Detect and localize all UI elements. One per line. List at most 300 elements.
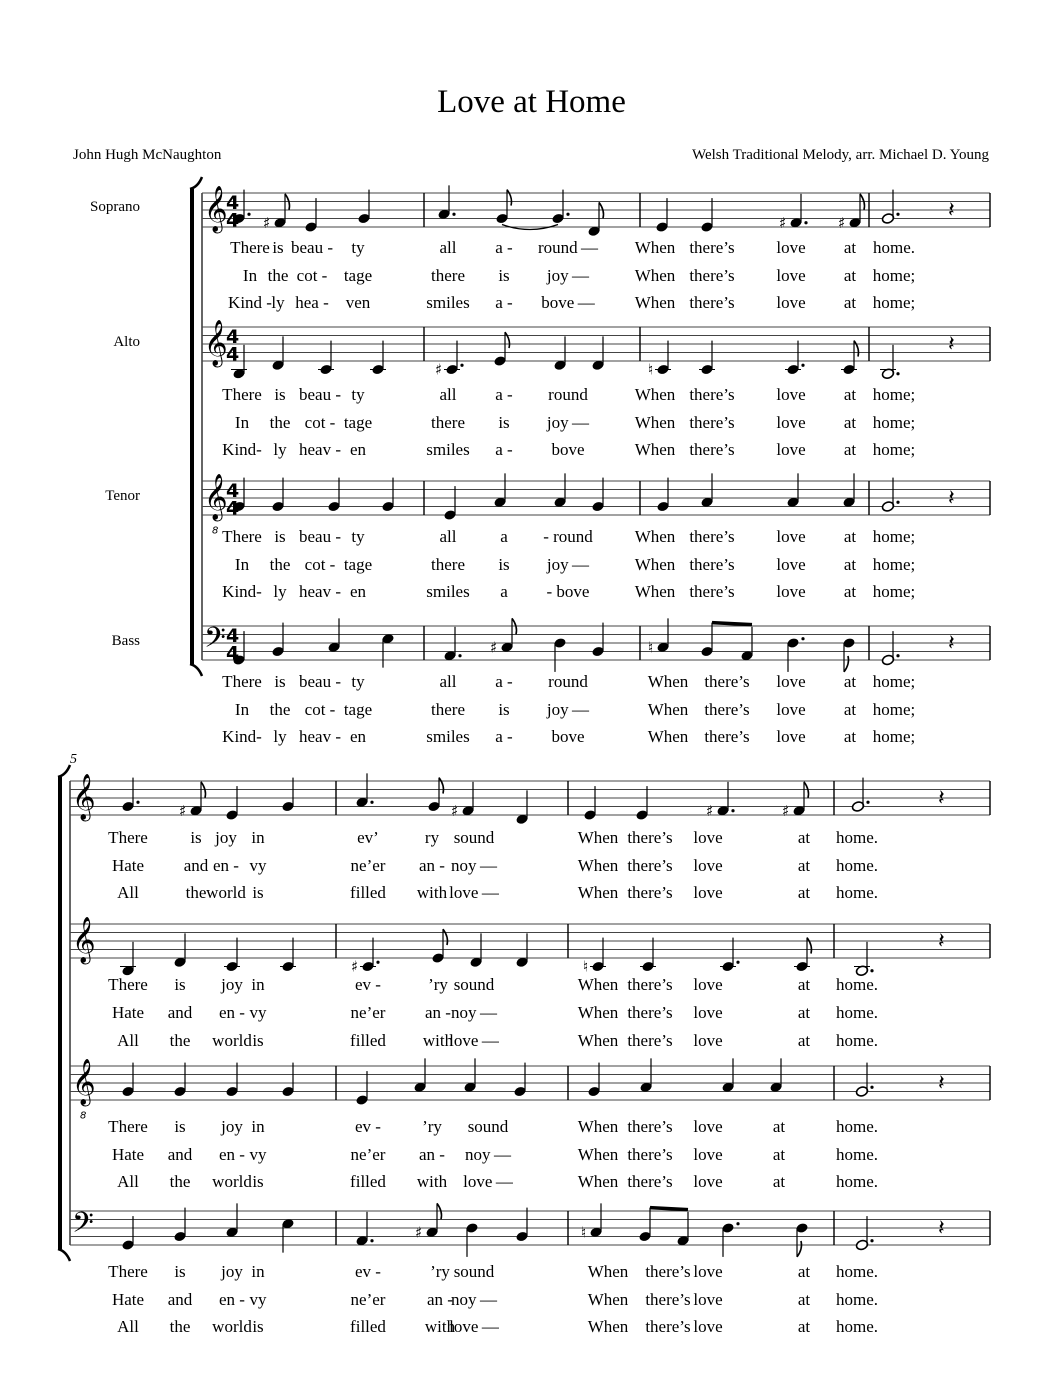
lyric-syllable: filled bbox=[350, 883, 386, 902]
part-label-bass: Bass bbox=[111, 633, 140, 649]
lyric-syllable: home; bbox=[872, 700, 916, 719]
lyric-syllable: the bbox=[169, 1172, 191, 1191]
lyric-syllable: there’s bbox=[627, 1117, 673, 1136]
lyric-syllable: noy — bbox=[451, 1290, 497, 1309]
lyric-syllable: there’s bbox=[627, 1172, 673, 1191]
note bbox=[656, 618, 669, 653]
lyric-syllable: When bbox=[577, 883, 619, 902]
lyric-syllable: In bbox=[242, 266, 258, 285]
lyric-syllable: When bbox=[634, 238, 676, 257]
lyric-syllable: ty bbox=[351, 238, 365, 257]
lyric-syllable: at bbox=[843, 582, 857, 601]
note bbox=[786, 473, 799, 508]
quarter-rest-icon: 𝄽 bbox=[948, 331, 955, 357]
lyric-syllable: ’ry bbox=[430, 1262, 450, 1281]
lyric-syllable: round bbox=[548, 385, 588, 404]
lyric-syllable: the bbox=[267, 266, 289, 285]
lyric-syllable: is bbox=[174, 1117, 186, 1136]
lyric-syllable: ne’er bbox=[350, 1003, 386, 1022]
lyric-syllable: There bbox=[108, 975, 148, 994]
lyric-syllable: love bbox=[693, 1172, 723, 1191]
note bbox=[281, 1063, 294, 1098]
lyric-syllable: love bbox=[776, 238, 806, 257]
quarter-rest-icon: 𝄽 bbox=[938, 928, 945, 954]
lyric-syllable: joy bbox=[221, 1117, 243, 1136]
lyric-syllable: love bbox=[776, 266, 806, 285]
lyric-syllable: love bbox=[693, 975, 723, 994]
note bbox=[700, 198, 713, 233]
note bbox=[515, 933, 528, 968]
lyric-syllable: cot - bbox=[304, 413, 336, 432]
lyric-syllable: beau - bbox=[298, 527, 342, 546]
lyric-syllable: is bbox=[498, 555, 510, 574]
lyric-syllable: at bbox=[797, 883, 811, 902]
lyric-syllable: home; bbox=[872, 385, 916, 404]
poet-credit: John Hugh McNaughton bbox=[73, 147, 222, 163]
lyric-syllable: joy bbox=[215, 828, 237, 847]
beam bbox=[650, 1208, 688, 1210]
lyric-syllable: ly bbox=[273, 582, 287, 601]
lyric-syllable: hea - bbox=[295, 293, 329, 312]
lyric-syllable: smiles bbox=[426, 727, 470, 746]
lyric-syllable: home. bbox=[835, 828, 879, 847]
lyric-syllable: home. bbox=[835, 1003, 879, 1022]
note bbox=[880, 345, 900, 380]
time-signature-numerator: 4 bbox=[226, 326, 240, 349]
lyric-syllable: ty bbox=[351, 527, 365, 546]
natural-icon: ♮ bbox=[648, 638, 654, 657]
note bbox=[493, 473, 506, 508]
lyric-syllable: there bbox=[431, 700, 465, 719]
lyric-syllable: all bbox=[439, 672, 457, 691]
note bbox=[515, 790, 528, 825]
lyric-syllable: vy bbox=[249, 1145, 267, 1164]
beam bbox=[712, 623, 752, 625]
lyric-syllable: love bbox=[693, 828, 723, 847]
note bbox=[500, 618, 516, 653]
lyric-syllable: love bbox=[693, 1003, 723, 1022]
lyric-syllable: ’ry bbox=[428, 975, 448, 994]
note bbox=[795, 1222, 808, 1257]
note bbox=[225, 1203, 238, 1238]
sharp-icon: ♯ bbox=[706, 801, 714, 820]
lyric-syllable: home. bbox=[872, 238, 916, 257]
note bbox=[699, 341, 715, 376]
lyric-syllable: at bbox=[843, 555, 857, 574]
note bbox=[327, 478, 340, 513]
lyric-syllable: All bbox=[117, 883, 139, 902]
note bbox=[469, 933, 482, 968]
lyric-syllable: smiles bbox=[426, 440, 470, 459]
lyric-syllable: When bbox=[634, 440, 676, 459]
lyric-syllable: joy — bbox=[546, 700, 590, 719]
lyric-syllable: home; bbox=[872, 440, 916, 459]
lyric-syllable: When bbox=[577, 828, 619, 847]
note bbox=[515, 1208, 528, 1243]
lyric-syllable: - round bbox=[543, 527, 593, 546]
lyric-syllable: at bbox=[797, 1003, 811, 1022]
lyric-syllable: heav - bbox=[298, 582, 342, 601]
lyric-syllable: tage bbox=[343, 555, 373, 574]
lyric-syllable: love bbox=[776, 385, 806, 404]
lyric-syllable: with bbox=[424, 1317, 456, 1336]
lyric-syllable: love — bbox=[449, 1317, 499, 1336]
lyric-syllable: love bbox=[693, 856, 723, 875]
note bbox=[381, 478, 394, 513]
note bbox=[465, 1222, 478, 1257]
sharp-icon: ♯ bbox=[351, 957, 359, 976]
lyric-syllable: the bbox=[269, 700, 291, 719]
lyric-syllable: there’s bbox=[627, 1145, 673, 1164]
note bbox=[370, 341, 386, 376]
lyric-syllable: When bbox=[634, 266, 676, 285]
note bbox=[355, 1212, 373, 1247]
lyric-syllable: is bbox=[252, 1172, 264, 1191]
lyric-syllable: home; bbox=[872, 672, 916, 691]
lyric-syllable: In bbox=[234, 413, 250, 432]
note bbox=[769, 1058, 782, 1093]
lyric-syllable: sound bbox=[453, 1262, 495, 1281]
note bbox=[638, 1208, 651, 1243]
lyric-syllable: at bbox=[797, 856, 811, 875]
lyric-syllable: there bbox=[431, 413, 465, 432]
lyric-syllable: ev - bbox=[355, 1117, 381, 1136]
note bbox=[587, 1063, 600, 1098]
time-signature-numerator: 4 bbox=[226, 625, 240, 648]
note bbox=[881, 478, 899, 513]
lyric-syllable: is bbox=[252, 1031, 264, 1050]
lyric-syllable: an - bbox=[425, 1003, 451, 1022]
lyric-syllable: When bbox=[647, 700, 689, 719]
lyric-syllable: at bbox=[772, 1117, 786, 1136]
staff-tenor bbox=[70, 1058, 990, 1106]
treble-clef-icon: 𝄞 bbox=[72, 1058, 96, 1105]
staff-tenor bbox=[202, 473, 990, 521]
sharp-icon: ♯ bbox=[179, 801, 187, 820]
lyric-syllable: at bbox=[843, 293, 857, 312]
bass-clef-icon: 𝄢 bbox=[204, 621, 226, 662]
note bbox=[881, 190, 899, 225]
lyric-syllable: world bbox=[212, 1172, 252, 1191]
time-signature-denominator: 4 bbox=[226, 209, 240, 232]
lyric-syllable: with bbox=[416, 1172, 448, 1191]
note bbox=[786, 637, 804, 672]
lyric-syllable: cot - bbox=[304, 700, 336, 719]
lyric-syllable: ty bbox=[351, 672, 365, 691]
lyric-syllable: beau - bbox=[298, 672, 342, 691]
note bbox=[224, 938, 240, 973]
treble-clef-icon: 𝄞 bbox=[204, 185, 228, 232]
lyric-syllable: sound bbox=[467, 1117, 509, 1136]
lyric-syllable: home; bbox=[872, 266, 916, 285]
note bbox=[640, 938, 656, 973]
lyric-syllable: When bbox=[577, 856, 619, 875]
lyric-syllable: there’s bbox=[704, 700, 750, 719]
note bbox=[189, 782, 205, 817]
lyric-syllable: When bbox=[577, 1117, 619, 1136]
lyric-syllable: with bbox=[422, 1031, 454, 1050]
lyric-syllable: a - bbox=[495, 727, 513, 746]
lyric-syllable: love — bbox=[463, 1172, 513, 1191]
lyric-syllable: at bbox=[797, 1031, 811, 1050]
lyric-syllable: There bbox=[222, 672, 262, 691]
note bbox=[700, 623, 713, 658]
sharp-icon: ♯ bbox=[838, 213, 846, 232]
lyric-syllable: and bbox=[167, 1003, 193, 1022]
system-bracket bbox=[58, 777, 62, 1249]
lyric-syllable: is bbox=[190, 828, 202, 847]
lyric-syllable: there’s bbox=[689, 293, 735, 312]
quarter-rest-icon: 𝄽 bbox=[948, 197, 955, 223]
lyric-syllable: in bbox=[251, 1262, 265, 1281]
note bbox=[355, 1071, 368, 1106]
lyric-syllable: there’s bbox=[704, 672, 750, 691]
lyric-syllable: love bbox=[776, 293, 806, 312]
note bbox=[280, 938, 296, 973]
sharp-icon: ♯ bbox=[782, 801, 790, 820]
lyric-syllable: ven bbox=[345, 293, 371, 312]
lyric-syllable: is bbox=[272, 238, 284, 257]
octave-mark-icon: 8 bbox=[80, 1110, 87, 1122]
lyric-syllable: sound bbox=[453, 975, 495, 994]
note bbox=[551, 190, 569, 225]
note bbox=[120, 942, 136, 977]
lyric-syllable: round — bbox=[537, 238, 599, 257]
lyric-syllable: is bbox=[252, 883, 264, 902]
note bbox=[173, 1063, 186, 1098]
lyric-syllable: ev - bbox=[355, 975, 381, 994]
lyric-syllable: a - bbox=[495, 672, 513, 691]
lyric-syllable: love bbox=[693, 1117, 723, 1136]
lyric-syllable: tage bbox=[343, 266, 373, 285]
lyric-syllable: When bbox=[634, 582, 676, 601]
octave-mark-icon: 8 bbox=[212, 525, 219, 537]
lyric-syllable: the bbox=[269, 413, 291, 432]
lyric-syllable: love bbox=[776, 555, 806, 574]
note bbox=[357, 190, 370, 225]
lyric-syllable: at bbox=[843, 266, 857, 285]
lyric-syllable: the bbox=[169, 1317, 191, 1336]
lyric-syllable: and bbox=[167, 1145, 193, 1164]
lyric-syllable: world bbox=[206, 883, 246, 902]
lyric-syllable: joy — bbox=[546, 266, 590, 285]
lyric-syllable: is bbox=[498, 700, 510, 719]
lyric-syllable: bove bbox=[551, 440, 585, 459]
note bbox=[655, 198, 668, 233]
lyric-syllable: noy — bbox=[451, 1003, 497, 1022]
lyric-syllable: there’s bbox=[704, 727, 750, 746]
lyric-syllable: en - bbox=[219, 1290, 245, 1309]
lyric-syllable: When bbox=[587, 1290, 629, 1309]
note bbox=[318, 341, 334, 376]
lyric-syllable: the bbox=[269, 555, 291, 574]
sharp-icon: ♯ bbox=[263, 213, 271, 232]
lyric-syllable: love bbox=[693, 1262, 723, 1281]
lyric-syllable: love bbox=[776, 582, 806, 601]
note bbox=[700, 473, 713, 508]
lyric-syllable: joy bbox=[221, 975, 243, 994]
lyric-syllable: love — bbox=[449, 1031, 499, 1050]
lyric-syllable: there’s bbox=[645, 1290, 691, 1309]
note bbox=[271, 336, 284, 371]
treble-clef-icon: 𝄞 bbox=[72, 916, 96, 963]
lyric-syllable: home. bbox=[835, 883, 879, 902]
note bbox=[794, 938, 812, 973]
lyric-syllable: there bbox=[431, 266, 465, 285]
note bbox=[304, 198, 317, 233]
lyric-syllable: is bbox=[274, 672, 286, 691]
note bbox=[721, 1222, 739, 1257]
lyric-syllable: there’s bbox=[689, 582, 735, 601]
lyric-syllable: en - bbox=[219, 1003, 245, 1022]
lyric-syllable: smiles bbox=[426, 293, 470, 312]
note bbox=[721, 1058, 734, 1093]
lyric-syllable: When bbox=[587, 1262, 629, 1281]
lyric-syllable: tage bbox=[343, 413, 373, 432]
note bbox=[635, 786, 648, 821]
lyric-syllable: heav - bbox=[298, 727, 342, 746]
note bbox=[225, 786, 238, 821]
lyric-syllable: is bbox=[498, 413, 510, 432]
time-signature-denominator: 4 bbox=[226, 343, 240, 366]
lyric-syllable: tage bbox=[343, 700, 373, 719]
lyric-syllable: home. bbox=[835, 1262, 879, 1281]
lyric-syllable: at bbox=[797, 1262, 811, 1281]
lyric-syllable: noy — bbox=[451, 856, 497, 875]
lyric-syllable: All bbox=[117, 1317, 139, 1336]
note bbox=[121, 1063, 134, 1098]
quarter-rest-icon: 𝄽 bbox=[938, 785, 945, 811]
lyric-syllable: there’s bbox=[689, 440, 735, 459]
lyric-syllable: at bbox=[772, 1145, 786, 1164]
note bbox=[121, 778, 139, 813]
lyric-syllable: ne’er bbox=[350, 1145, 386, 1164]
lyric-syllable: world bbox=[212, 1031, 252, 1050]
lyric-syllable: bove — bbox=[541, 293, 595, 312]
lyric-syllable: is bbox=[274, 385, 286, 404]
lyric-syllable: is bbox=[252, 1317, 264, 1336]
lyric-syllable: round bbox=[548, 672, 588, 691]
note bbox=[173, 1208, 186, 1243]
lyric-syllable: - bove bbox=[546, 582, 590, 601]
lyric-syllable: love bbox=[776, 440, 806, 459]
time-signature-denominator: 4 bbox=[226, 497, 240, 520]
lyric-syllable: home; bbox=[872, 413, 916, 432]
note bbox=[513, 1063, 526, 1098]
lyric-syllable: When bbox=[577, 1031, 619, 1050]
lyric-syllable: at bbox=[843, 672, 857, 691]
note bbox=[355, 773, 373, 808]
note bbox=[587, 202, 603, 237]
lyric-syllable: there’s bbox=[645, 1317, 691, 1336]
lyric-syllable: the bbox=[169, 1031, 191, 1050]
lyric-syllable: there’s bbox=[689, 266, 735, 285]
note bbox=[493, 332, 509, 367]
staff-bass bbox=[202, 618, 990, 672]
lyric-syllable: love bbox=[693, 1317, 723, 1336]
note bbox=[271, 623, 284, 658]
lyric-syllable: vy bbox=[249, 1003, 267, 1022]
note bbox=[848, 194, 864, 229]
lyric-syllable: filled bbox=[350, 1031, 386, 1050]
lyric-syllable: When bbox=[634, 385, 676, 404]
lyric-syllable: vy bbox=[249, 856, 267, 875]
note bbox=[842, 473, 855, 508]
lyric-syllable: smiles bbox=[426, 582, 470, 601]
lyric-syllable: In bbox=[234, 700, 250, 719]
lyric-syllable: ty bbox=[351, 385, 365, 404]
note bbox=[121, 1216, 134, 1251]
treble-clef-icon: 𝄞 bbox=[72, 773, 96, 820]
lyric-syllable: cot - bbox=[304, 555, 336, 574]
lyric-syllable: love bbox=[776, 727, 806, 746]
note bbox=[855, 1216, 873, 1251]
note bbox=[281, 778, 294, 813]
note bbox=[716, 782, 734, 817]
note bbox=[785, 341, 805, 376]
lyric-syllable: Kind- bbox=[222, 582, 262, 601]
lyric-syllable: love bbox=[776, 672, 806, 691]
lyric-syllable: home. bbox=[835, 1317, 879, 1336]
lyric-syllable: there’s bbox=[627, 1031, 673, 1050]
lyric-syllable: In bbox=[234, 555, 250, 574]
staff-bass bbox=[70, 1203, 990, 1257]
staff-soprano bbox=[202, 185, 990, 237]
note bbox=[273, 194, 289, 229]
sharp-icon: ♯ bbox=[415, 1223, 423, 1242]
natural-icon: ♮ bbox=[583, 957, 589, 976]
lyric-syllable: When bbox=[577, 975, 619, 994]
lyric-syllable: love bbox=[693, 1145, 723, 1164]
note bbox=[463, 1058, 476, 1093]
lyric-syllable: all bbox=[439, 385, 457, 404]
note bbox=[789, 194, 807, 229]
lyric-syllable: at bbox=[843, 385, 857, 404]
lyric-syllable: ev’ bbox=[357, 828, 379, 847]
lyric-syllable: home. bbox=[835, 1145, 879, 1164]
lyric-syllable: an - bbox=[419, 856, 445, 875]
lyric-syllable: When bbox=[577, 1145, 619, 1164]
lyric-syllable: When bbox=[577, 1172, 619, 1191]
lyric-syllable: Kind - bbox=[228, 293, 272, 312]
note bbox=[591, 336, 604, 371]
lyric-syllable: When bbox=[647, 672, 689, 691]
note bbox=[443, 627, 461, 662]
quarter-rest-icon: 𝄽 bbox=[948, 485, 955, 511]
lyric-syllable: Kind- bbox=[222, 440, 262, 459]
note bbox=[656, 478, 669, 513]
bass-clef-icon: 𝄢 bbox=[72, 1206, 94, 1247]
note bbox=[360, 938, 380, 973]
part-label-soprano: Soprano bbox=[90, 199, 140, 215]
lyric-syllable: home; bbox=[872, 582, 916, 601]
lyric-syllable: a - bbox=[495, 238, 513, 257]
natural-icon: ♮ bbox=[581, 1223, 587, 1242]
composer-credit: Welsh Traditional Melody, arr. Michael D. Young bbox=[692, 147, 989, 163]
lyric-syllable: is bbox=[274, 527, 286, 546]
lyric-syllable: When bbox=[634, 555, 676, 574]
lyric-syllable: When bbox=[634, 527, 676, 546]
lyric-syllable: There bbox=[108, 1117, 148, 1136]
lyric-syllable: there’s bbox=[627, 1003, 673, 1022]
lyric-syllable: at bbox=[772, 1172, 786, 1191]
lyric-syllable: ’ry bbox=[422, 1117, 442, 1136]
lyric-syllable: a - bbox=[495, 385, 513, 404]
note bbox=[271, 478, 284, 513]
lyric-syllable: Hate bbox=[111, 1003, 145, 1022]
lyric-syllable: ry bbox=[424, 828, 440, 847]
note bbox=[851, 778, 869, 813]
